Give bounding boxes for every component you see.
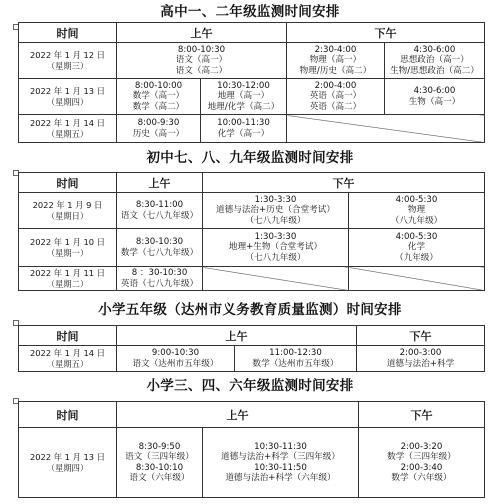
date-cell <box>19 428 117 498</box>
table-row <box>19 79 485 115</box>
exam-time: 2:00-4:00 <box>314 80 357 91</box>
exam-time: 4:00-5:30 <box>395 231 438 242</box>
exam-cell <box>117 229 203 267</box>
exam-time: 1:30-3:30 <box>254 231 297 242</box>
date-cell <box>19 193 117 229</box>
date-cell <box>19 43 117 79</box>
exam-subject: 语文（六年级） <box>129 473 190 483</box>
exam-cell <box>287 43 385 79</box>
header-morning: 上午 <box>117 173 203 193</box>
header-time: 时间 <box>19 326 117 346</box>
exam-time: 2:00-3:00 <box>399 348 442 358</box>
exam-time: 4:30-6:00 <box>413 44 456 55</box>
header-morning: 上午 <box>117 23 287 43</box>
exam-subject: 语文（高一） <box>175 55 228 66</box>
table-header-row <box>19 402 485 428</box>
table-row <box>19 193 485 229</box>
empty-slash-cell <box>349 267 485 291</box>
table-row <box>19 267 485 291</box>
exam-cell <box>203 428 359 498</box>
date-text: 2022 年 1 月 14 日 <box>29 118 106 128</box>
table-row <box>19 43 485 79</box>
middle-school-schedule-table <box>18 172 485 291</box>
exam-time: 8:30-10:10 <box>135 462 184 473</box>
exam-cell <box>235 346 357 372</box>
exam-subject: 生物（高一） <box>408 96 461 107</box>
exam-subject: 数学（三四年级） <box>387 452 456 462</box>
exam-subject: 物理 <box>407 205 426 216</box>
exam-subject: 语文（七八九年级） <box>120 210 199 221</box>
exam-time: 8 ：30-10:30 <box>131 268 188 278</box>
table-row <box>19 229 485 267</box>
weekday-text: （星期一） <box>46 247 89 258</box>
exam-subject: 物理/历史（高二） <box>299 65 372 76</box>
exam-subject: 数学（高一） <box>132 91 185 102</box>
header-time: 时间 <box>19 402 117 428</box>
weekday-text: （星期四） <box>46 96 89 107</box>
exam-cell <box>201 115 287 143</box>
header-afternoon: 下午 <box>203 173 485 193</box>
section3-title: 小学五年级（达州市义务教育质量监测）时间安排 <box>98 302 402 318</box>
exam-cell <box>117 267 203 291</box>
exam-subject: 英语（高一） <box>309 91 362 102</box>
weekday-text: （星期五） <box>46 128 89 139</box>
exam-time: 10:30-12:00 <box>217 80 270 91</box>
exam-subject: 道德与法治+科学（三四年级） <box>221 452 340 462</box>
exam-cell <box>117 79 201 115</box>
exam-cell <box>117 428 203 498</box>
exam-subject: 英语（高二） <box>309 101 362 112</box>
weekday-text: （星期四） <box>46 462 89 473</box>
header-morning: 上午 <box>117 326 357 346</box>
weekday-text: （星期三） <box>46 60 89 71</box>
empty-slash-cell <box>203 267 349 291</box>
exam-cell <box>359 428 485 498</box>
exam-cell <box>357 346 485 372</box>
exam-subject: 数学（七八九年级） <box>120 247 199 258</box>
header-time: 时间 <box>19 23 117 43</box>
exam-time: 8:30-11:00 <box>135 200 184 210</box>
section1-title: 高中一、二年级监测时间安排 <box>160 4 340 20</box>
exam-time: 8:00-9:30 <box>137 118 180 128</box>
date-text: 2022 年 1 月 11 日 <box>29 268 106 278</box>
exam-time: 2:00-3:40 <box>400 462 443 473</box>
exam-subject: 英语（七八九年级） <box>120 278 199 289</box>
exam-subject: （七八九年级） <box>245 252 306 263</box>
date-cell <box>19 79 117 115</box>
weekday-text: （星期二） <box>46 278 89 289</box>
exam-subject: 地理+生物（合堂考试） <box>228 242 323 253</box>
exam-subject: 数学（达州市五年级） <box>252 358 339 369</box>
exam-subject: 物理（高一） <box>309 55 362 66</box>
table-row <box>19 428 485 498</box>
table-row <box>19 115 485 143</box>
exam-subject: （九年级） <box>395 252 438 263</box>
header-morning: 上午 <box>117 402 359 428</box>
table-row <box>19 346 485 372</box>
header-afternoon: 下午 <box>357 326 485 346</box>
exam-cell <box>349 193 485 229</box>
exam-cell <box>117 193 203 229</box>
exam-subject: 化学 <box>407 242 426 253</box>
table-header-row <box>19 173 485 193</box>
exam-cell <box>203 193 349 229</box>
exam-cell <box>349 229 485 267</box>
header-time: 时间 <box>19 173 117 193</box>
exam-time: 10:30-11:30 <box>254 441 307 452</box>
table-header-row <box>19 326 485 346</box>
weekday-text: （星期日） <box>46 210 89 221</box>
weekday-text: （星期五） <box>46 358 89 369</box>
date-text: 2022 年 1 月 10 日 <box>29 237 106 247</box>
grade5-schedule-table <box>18 325 485 372</box>
section2-title: 初中七、八、九年级监测时间安排 <box>146 150 354 166</box>
high-school-schedule-table <box>18 22 485 143</box>
table-header-row <box>19 23 485 43</box>
section4-title: 小学三、四、六年级监测时间安排 <box>146 378 354 394</box>
date-cell <box>19 229 117 267</box>
date-text: 2022 年 1 月 13 日 <box>29 452 106 462</box>
exam-subject: 地理/化学（高二） <box>207 101 280 112</box>
exam-subject: 语文（高二） <box>175 65 228 76</box>
date-cell <box>19 346 117 372</box>
exam-time: 4:30-6:00 <box>413 86 456 96</box>
header-afternoon: 下午 <box>359 402 485 428</box>
exam-time: 2:00-3:20 <box>400 441 443 452</box>
exam-time: 8:30-9:50 <box>138 441 181 452</box>
exam-time: 10:00-11:30 <box>217 118 270 128</box>
exam-subject: 化学（高一） <box>217 128 270 139</box>
exam-subject: 道德与法治+历史（合堂考试） <box>216 205 335 216</box>
exam-subject: 语文（达州市五年级） <box>132 358 219 369</box>
exam-time: 9:00-10:30 <box>151 348 200 358</box>
exam-subject: 道德与法治+科学 <box>386 358 455 369</box>
exam-subject: 数学（六年级） <box>391 473 452 483</box>
primary-schedule-table <box>18 401 485 498</box>
exam-subject: （七八九年级） <box>245 215 306 226</box>
exam-time: 11:00-12:30 <box>269 348 322 358</box>
exam-subject: （八九年级） <box>390 215 443 226</box>
exam-cell <box>385 43 485 79</box>
exam-time: 2:30-4:00 <box>314 44 357 55</box>
header-afternoon: 下午 <box>287 23 485 43</box>
exam-time: 8:30-10:30 <box>135 237 184 247</box>
exam-cell <box>117 43 287 79</box>
exam-time: 4:00-5:30 <box>395 194 438 205</box>
date-text: 2022 年 1 月 13 日 <box>29 86 106 96</box>
exam-subject: 历史（高一） <box>132 128 185 139</box>
exam-cell <box>287 79 385 115</box>
exam-subject: 数学（高二） <box>132 101 185 112</box>
exam-time: 10:30-11:50 <box>254 462 307 473</box>
date-text: 2022 年 1 月 14 日 <box>29 348 106 358</box>
empty-slash-cell <box>287 115 485 143</box>
exam-subject: 生物/思想政治（高二） <box>390 65 479 76</box>
exam-subject: 道德与法治+科学（六年级） <box>225 473 336 483</box>
exam-subject: 语文（三四年级） <box>125 452 194 462</box>
date-cell <box>19 267 117 291</box>
exam-cell <box>385 79 485 115</box>
exam-time: 8:00-10:30 <box>177 44 226 55</box>
exam-time: 8:00-10:00 <box>134 80 183 91</box>
exam-cell <box>203 229 349 267</box>
exam-cell <box>201 79 287 115</box>
exam-cell <box>117 346 235 372</box>
exam-subject: 思想政治（高一） <box>400 55 469 66</box>
date-text: 2022 年 1 月 12 日 <box>29 50 106 60</box>
exam-time: 1:30-3:30 <box>254 194 297 205</box>
date-cell <box>19 115 117 143</box>
exam-cell <box>117 115 201 143</box>
date-text: 2022 年 1 月 9 日 <box>32 200 103 210</box>
exam-subject: 地理（高一） <box>217 91 270 102</box>
